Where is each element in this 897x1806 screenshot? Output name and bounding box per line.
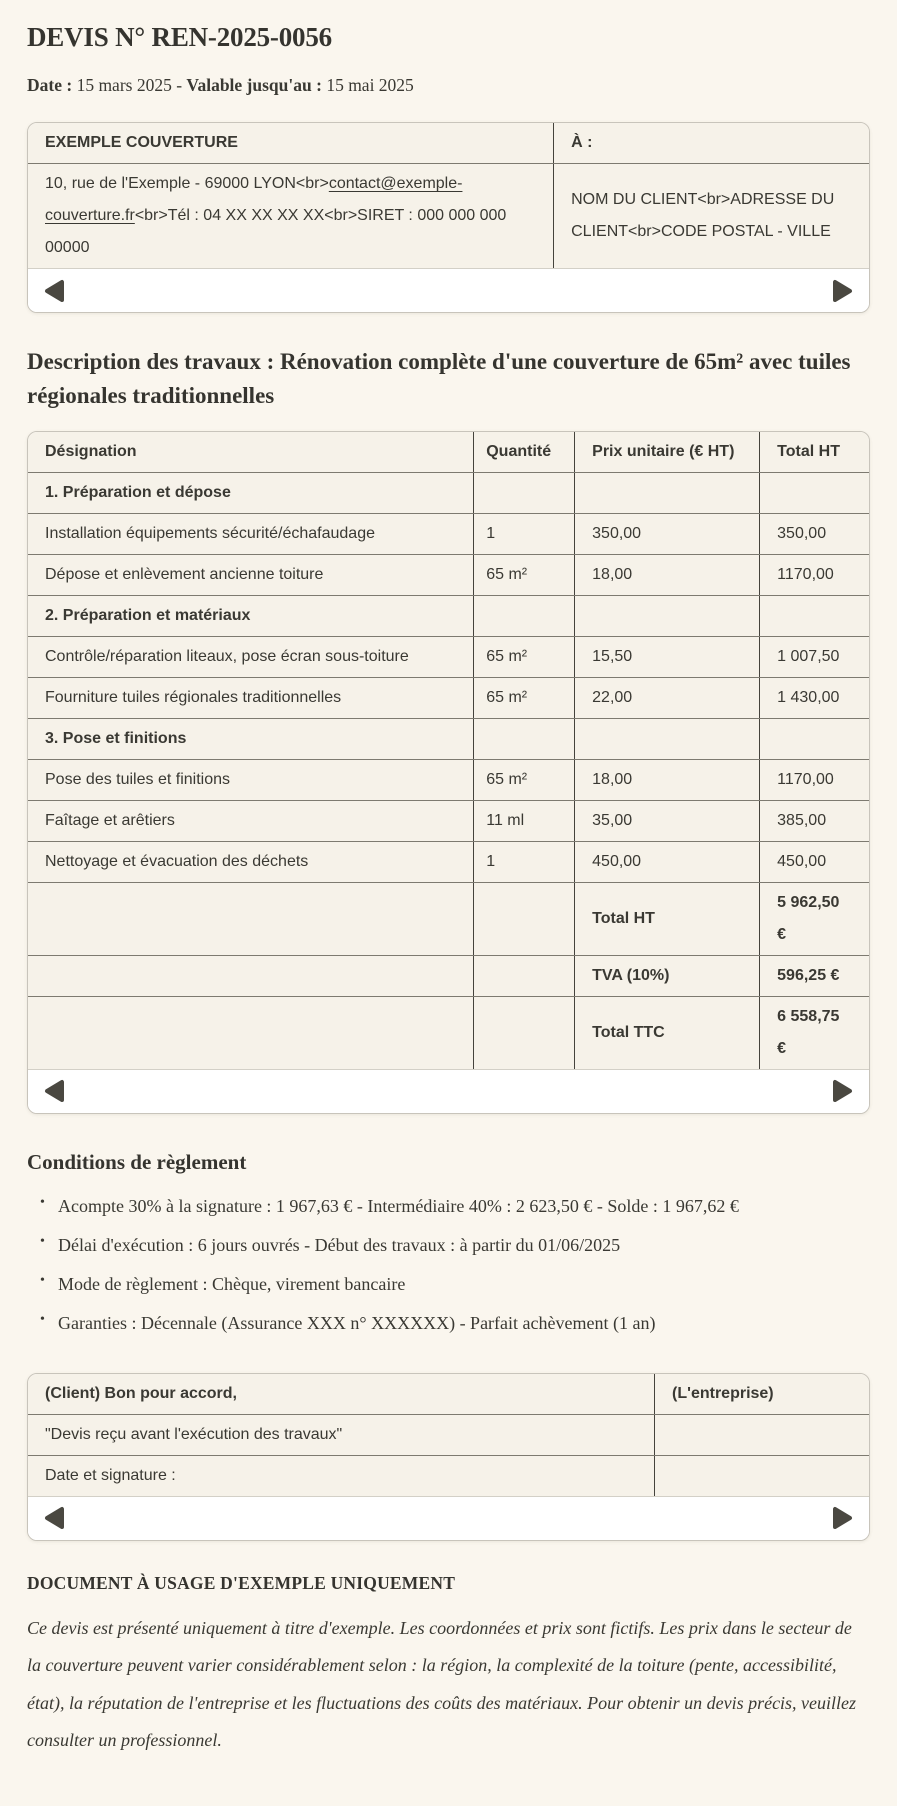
list-item: • Acompte 30% à la signature : 1 967,63 € - Intermédiaire 40% : 2 623,50 € - Solde : 1 967,62 €: [58, 1187, 870, 1226]
payment-conditions-heading: Conditions de règlement: [27, 1149, 247, 1174]
client-approval-header: (Client) Bon pour accord,: [28, 1374, 655, 1415]
total-ttc-value: 6 558,75 €: [760, 996, 869, 1069]
list-item: • Garanties : Décennale (Assurance XXX n° XXXXXX) - Parfait achèvement (1 an): [58, 1304, 870, 1343]
scroll-left-icon[interactable]: [43, 278, 65, 304]
table-row: [28, 1414, 869, 1455]
total-ttc-row: [28, 996, 869, 1069]
work-table: [28, 432, 869, 1069]
quote-received-cell: "Devis reçu avant l'exécution des travaux": [28, 1414, 655, 1455]
quantity-cell: 65 m²: [474, 636, 575, 677]
tva-label: TVA (10%): [575, 955, 760, 996]
unit-price-cell: 450,00: [575, 841, 760, 882]
quantity-cell: 1: [474, 513, 575, 554]
table-row: [28, 1455, 869, 1496]
total-ht-value: 5 962,50 €: [760, 882, 869, 955]
unit-price-cell: 350,00: [575, 513, 760, 554]
client-header-cell: À :: [554, 123, 869, 164]
designation-cell: Faîtage et arêtiers: [28, 800, 474, 841]
scroll-right-icon[interactable]: [832, 278, 854, 304]
valid-until-value: 15 mai 2025: [321, 75, 414, 95]
designation-cell: Fourniture tuiles régionales traditionnelles: [28, 677, 474, 718]
unit-price-cell: 15,50: [575, 636, 760, 677]
email-link[interactable]: contact@exemple-couverture.fr: [45, 175, 463, 224]
scroll-right-icon[interactable]: [832, 1505, 854, 1531]
example-only-notice: DOCUMENT À USAGE D'EXEMPLE UNIQUEMENT: [27, 1572, 456, 1593]
quantity-cell: 65 m²: [474, 677, 575, 718]
company-address-before: 10, rue de l'Exemple - 69000 LYON<br>: [45, 175, 329, 192]
unit-price-cell: 18,00: [575, 554, 760, 595]
unit-price-cell: 22,00: [575, 677, 760, 718]
quantity-cell: 65 m²: [474, 554, 575, 595]
total-ht-row: [28, 882, 869, 955]
unit-price-cell: 18,00: [575, 759, 760, 800]
table-row-section: [28, 718, 869, 759]
company-header-cell: EXEMPLE COUVERTURE: [28, 123, 554, 164]
designation-cell: Dépose et enlèvement ancienne toiture: [28, 554, 474, 595]
company-address-after: <br>Tél : 04 XX XX XX XX<br>SIRET : 000 000 000 00000: [45, 207, 507, 256]
scroll-right-icon[interactable]: [832, 1078, 854, 1104]
parties-table-card: [27, 122, 870, 313]
table-row: [28, 841, 869, 882]
parties-scroll-strip: [28, 268, 869, 312]
total-ttc-label: Total TTC: [575, 996, 760, 1069]
date-value: 15 mars 2025 -: [72, 75, 187, 95]
valid-until-label: Valable jusqu'au :: [186, 75, 322, 95]
company-signature-header: (L'entreprise): [655, 1374, 869, 1415]
table-row: [28, 513, 869, 554]
parties-header-row: [28, 123, 869, 164]
scroll-left-icon[interactable]: [43, 1505, 65, 1531]
designation-cell: Installation équipements sécurité/échafaudage: [28, 513, 474, 554]
column-header-designation: Désignation: [28, 432, 474, 473]
total-cell: 1 007,50: [760, 636, 869, 677]
table-row-section: [28, 472, 869, 513]
work-scroll-strip: [28, 1069, 869, 1113]
total-cell: 385,00: [760, 800, 869, 841]
scroll-left-icon[interactable]: [43, 1078, 65, 1104]
date-signature-cell: Date et signature :: [28, 1455, 655, 1496]
quantity-cell: 65 m²: [474, 759, 575, 800]
signature-scroll-strip: [28, 1496, 869, 1540]
work-table-header-row: [28, 432, 869, 473]
designation-cell: 3. Pose et finitions: [28, 718, 474, 759]
page-title: DEVIS N° REN-2025-0056: [27, 22, 332, 52]
list-item: • Délai d'exécution : 6 jours ouvrés - Début des travaux : à partir du 01/06/2025: [58, 1226, 870, 1265]
work-table-card: [27, 431, 870, 1114]
total-cell: 1170,00: [760, 554, 869, 595]
tva-row: [28, 955, 869, 996]
designation-cell: Contrôle/réparation liteaux, pose écran sous-toiture: [28, 636, 474, 677]
table-row: [28, 800, 869, 841]
client-info-cell: NOM DU CLIENT<br>ADRESSE DU CLIENT<br>CODE POSTAL - VILLE: [554, 164, 869, 269]
column-header-quantity: Quantité: [474, 432, 575, 473]
unit-price-cell: 35,00: [575, 800, 760, 841]
designation-cell: Nettoyage et évacuation des déchets: [28, 841, 474, 882]
table-row: [28, 677, 869, 718]
column-header-unit-price: Prix unitaire (€ HT): [575, 432, 760, 473]
quantity-cell: 11 ml: [474, 800, 575, 841]
parties-body-row: [28, 164, 869, 269]
total-cell: 350,00: [760, 513, 869, 554]
designation-cell: 2. Préparation et matériaux: [28, 595, 474, 636]
total-cell: 1170,00: [760, 759, 869, 800]
list-item: • Mode de règlement : Chèque, virement bancaire: [58, 1265, 870, 1304]
total-cell: 1 430,00: [760, 677, 869, 718]
table-row: [28, 636, 869, 677]
tva-value: 596,25 €: [760, 955, 869, 996]
signature-table-card: [27, 1373, 870, 1541]
disclaimer-paragraph: Ce devis est présenté uniquement à titre d'exemple. Les coordonnées et prix sont fictifs. Les prix dans le secteur de la couverture peuvent varier considérablement selon : la région, la complexité de la toiture (pente, accessibilité, état), la réputation de l'entreprise et les fluctuations des coûts des matériaux. Pour obtenir un devis précis, veuillez consulter un professionnel.: [27, 1617, 857, 1751]
quantity-cell: 1: [474, 841, 575, 882]
table-row-section: [28, 595, 869, 636]
signature-header-row: [28, 1374, 869, 1415]
company-info-cell: [28, 164, 554, 269]
payment-conditions-list: [27, 1187, 870, 1343]
total-ht-label: Total HT: [575, 882, 760, 955]
designation-cell: 1. Préparation et dépose: [28, 472, 474, 513]
table-row: [28, 759, 869, 800]
designation-cell: Pose des tuiles et finitions: [28, 759, 474, 800]
date-label: Date :: [27, 75, 73, 95]
parties-table: [28, 123, 869, 268]
total-cell: 450,00: [760, 841, 869, 882]
date-line: [27, 75, 870, 96]
table-row: [28, 554, 869, 595]
work-description-heading: Description des travaux : Rénovation complète d'une couverture de 65m² avec tuiles régionales traditionnelles: [27, 349, 851, 408]
column-header-total: Total HT: [760, 432, 869, 473]
signature-table: [28, 1374, 869, 1496]
